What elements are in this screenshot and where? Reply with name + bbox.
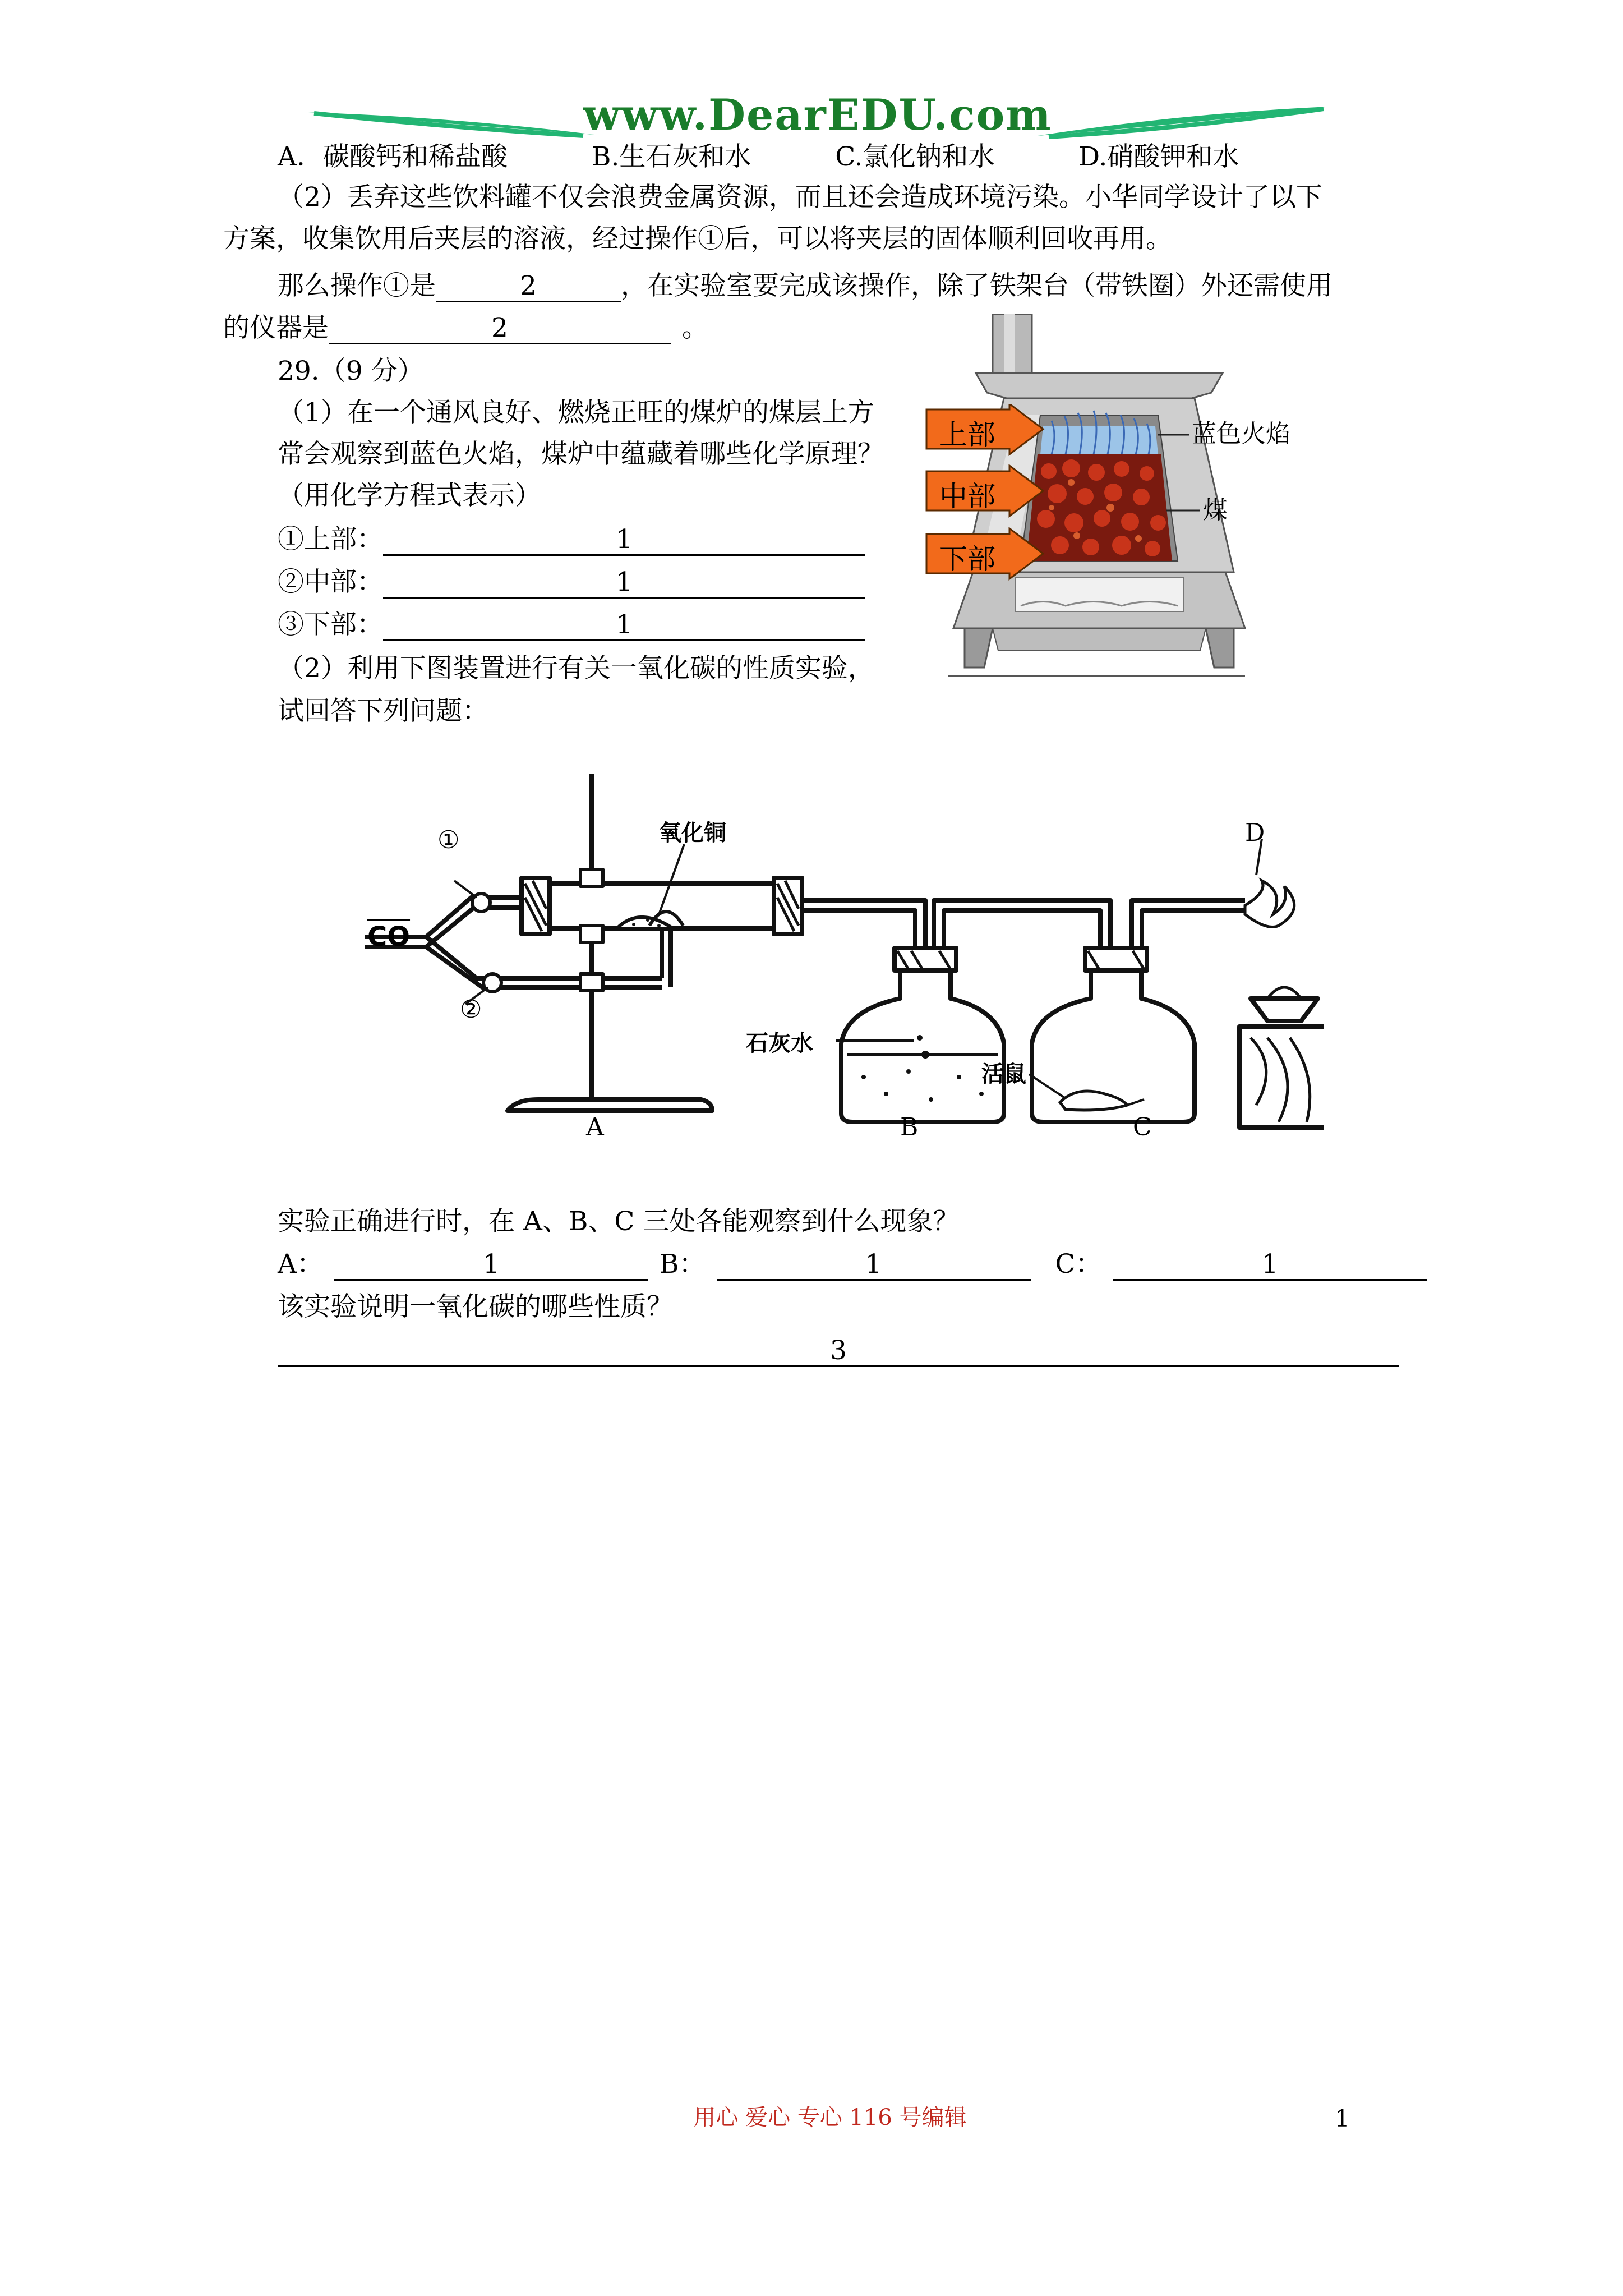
option-b: B.生石灰和水 — [591, 141, 751, 172]
a-label: A： — [278, 1249, 323, 1280]
option-a: A．碳酸钙和稀盐酸 — [278, 141, 508, 172]
c-label: C： — [1055, 1249, 1102, 1280]
apparatus-label-a: A — [586, 1113, 604, 1142]
blank-score: 2 — [491, 312, 508, 343]
line4-suffix: 。 — [682, 312, 708, 343]
mouse-label: 活鼠 — [981, 1061, 1026, 1087]
q28-part2-line1: （2）丢弃这些饮料罐不仅会浪费金属资源，而且还会造成环境污染。小华同学设计了以下 — [278, 182, 1322, 213]
co-inlet-label: $\overline{CO}$ — [367, 921, 411, 953]
q29-p2-line2: 试回答下列问题： — [278, 696, 488, 726]
answer-blank-c[interactable] — [1113, 1250, 1427, 1281]
middle-label: ②中部： — [278, 567, 383, 597]
answer-row-upper — [278, 523, 865, 556]
q28-line4 — [223, 311, 708, 345]
q29-p1-line2: 常会观察到蓝色火焰，煤炉中蕴藏着哪些化学原理？ — [278, 439, 884, 470]
apparatus-label-d: D — [1245, 818, 1265, 847]
stove-arrow-middle-label: 中部 — [939, 480, 995, 513]
q29-p1-line3: （用化学方程式表示） — [278, 480, 541, 511]
property-question: 该实验说明一氧化碳的哪些性质？ — [278, 1291, 673, 1322]
observe-answer-row — [278, 1248, 1427, 1281]
blank-score: 1 — [483, 1249, 500, 1280]
apparatus-label-c: C — [1133, 1113, 1152, 1142]
observe-question: 实验正确进行时，在 A、B、C 三处各能观察到什么现象？ — [278, 1206, 960, 1237]
blank-score: 1 — [865, 1249, 882, 1280]
answer-blank-lower[interactable] — [383, 610, 865, 641]
page-number: 1 — [1335, 2105, 1350, 2132]
upper-label: ①上部： — [278, 524, 383, 555]
q29-title: 29.（9 分） — [278, 356, 424, 386]
valve-1-label: ① — [437, 826, 460, 854]
line4-prefix: 的仪器是 — [223, 312, 329, 343]
line3-suffix: ，在实验室要完成该操作，除了铁架台（带铁圈）外还需使用 — [621, 270, 1332, 301]
blank-score: 2 — [520, 270, 537, 301]
blank-score: 1 — [1261, 1249, 1279, 1280]
answer-blank-a[interactable] — [334, 1250, 648, 1281]
stove-flame-label: 蓝色火焰 — [1192, 420, 1290, 448]
q29-p2-line1: （2）利用下图装置进行有关一氧化碳的性质实验， — [278, 653, 874, 684]
answer-blank-operation[interactable] — [436, 272, 621, 302]
footer-text: 用心 爱心 专心 116 号编辑 — [693, 2105, 967, 2131]
b-label: B： — [659, 1249, 706, 1280]
answer-blank-instruments[interactable] — [329, 314, 671, 344]
answer-blank-b[interactable] — [717, 1250, 1031, 1281]
option-d: D.硝酸钾和水 — [1078, 141, 1239, 172]
q28-options — [278, 140, 1239, 174]
apparatus-label-b: B — [900, 1113, 919, 1142]
answer-blank-upper[interactable] — [383, 525, 865, 556]
blank-score: 1 — [616, 567, 633, 597]
q28-line3 — [278, 269, 1332, 303]
stove-coal-label: 煤 — [1203, 496, 1228, 524]
line3-prefix: 那么操作①是 — [278, 270, 436, 301]
blank-score: 1 — [616, 524, 633, 555]
stove-arrow-top-label: 上部 — [939, 418, 995, 451]
limewater-label: 石灰水 — [746, 1030, 813, 1056]
blank-score: 3 — [830, 1335, 847, 1366]
answer-row-middle — [278, 565, 865, 599]
valve-2-label: ② — [460, 995, 482, 1024]
stove-arrow-bottom-label: 下部 — [939, 543, 995, 576]
copper-oxide-label: 氧化铜 — [659, 820, 726, 846]
option-c: C.氯化钠和水 — [835, 141, 995, 172]
property-answer-row — [278, 1334, 1399, 1368]
q29-p1-line1: （1）在一个通风良好、燃烧正旺的煤炉的煤层上方 — [278, 397, 874, 428]
answer-blank-property[interactable] — [278, 1336, 1399, 1367]
blank-score: 1 — [616, 609, 633, 640]
header-logo: www.DearEDU.com — [583, 90, 1052, 140]
answer-blank-middle[interactable] — [383, 568, 865, 599]
answer-row-lower — [278, 608, 865, 642]
q28-part2-line2: 方案，收集饮用后夹层的溶液，经过操作①后，可以将夹层的固体顺利回收再用。 — [223, 223, 1172, 254]
co-apparatus-figure — [359, 763, 1324, 1144]
lower-label: ③下部： — [278, 609, 383, 640]
